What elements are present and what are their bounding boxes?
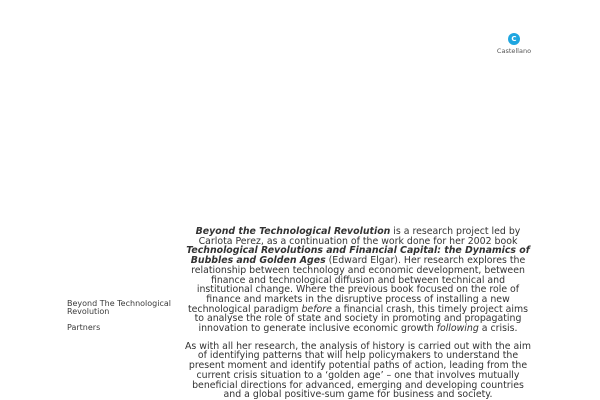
emphasis-following: following xyxy=(436,323,479,335)
main-content xyxy=(182,227,534,400)
intro-text-2: (Edward Elgar). Her research explores the relationship between technology and economic development, between finance and technological diffusion and between technical and institutional change. Where the previous book focused on the role of finance and markets in the disruptive process of installing a new technological paradigm xyxy=(187,255,526,315)
language-label[interactable]: Castellano xyxy=(496,47,532,55)
intro-text-4: a crisis. xyxy=(478,323,518,335)
intro-paragraph xyxy=(182,227,534,334)
emphasis-before: before xyxy=(301,303,332,315)
intro-text-1: is a research project led by Carlota Perez, as a continuation of the work done for her 2002 book xyxy=(198,226,521,247)
sidebar-item-partners[interactable]: Partners xyxy=(67,323,101,332)
sidebar-item-beyond-the-technological-revolution[interactable]: Beyond The Technological Revolution xyxy=(67,299,171,316)
intro-text-3: a financial crash, this timely project aims to analyse the role of state and society in promoting and propagating innovation to generate inclusive economic growth xyxy=(194,303,529,335)
research-paragraph: As with all her research, the analysis of history is carried out with the aim of identifying patterns that will help policymakers to understand the present moment and identify potential paths of action, leading from the current crisis situation to a ‘golden age’ – one that involves mutually beneficial directions for advanced, emerging and developing countries and a global positive-sum game for business and society. xyxy=(185,340,531,400)
sidebar-nav xyxy=(67,300,177,332)
book-title: Technological Revolutions and Financial Capital: the Dynamics of Bubbles and Golden Ages xyxy=(186,245,530,267)
project-title: Beyond the Technological Revolution xyxy=(195,226,391,237)
language-switcher[interactable] xyxy=(494,33,534,55)
language-globe-icon[interactable]: C xyxy=(508,33,520,45)
